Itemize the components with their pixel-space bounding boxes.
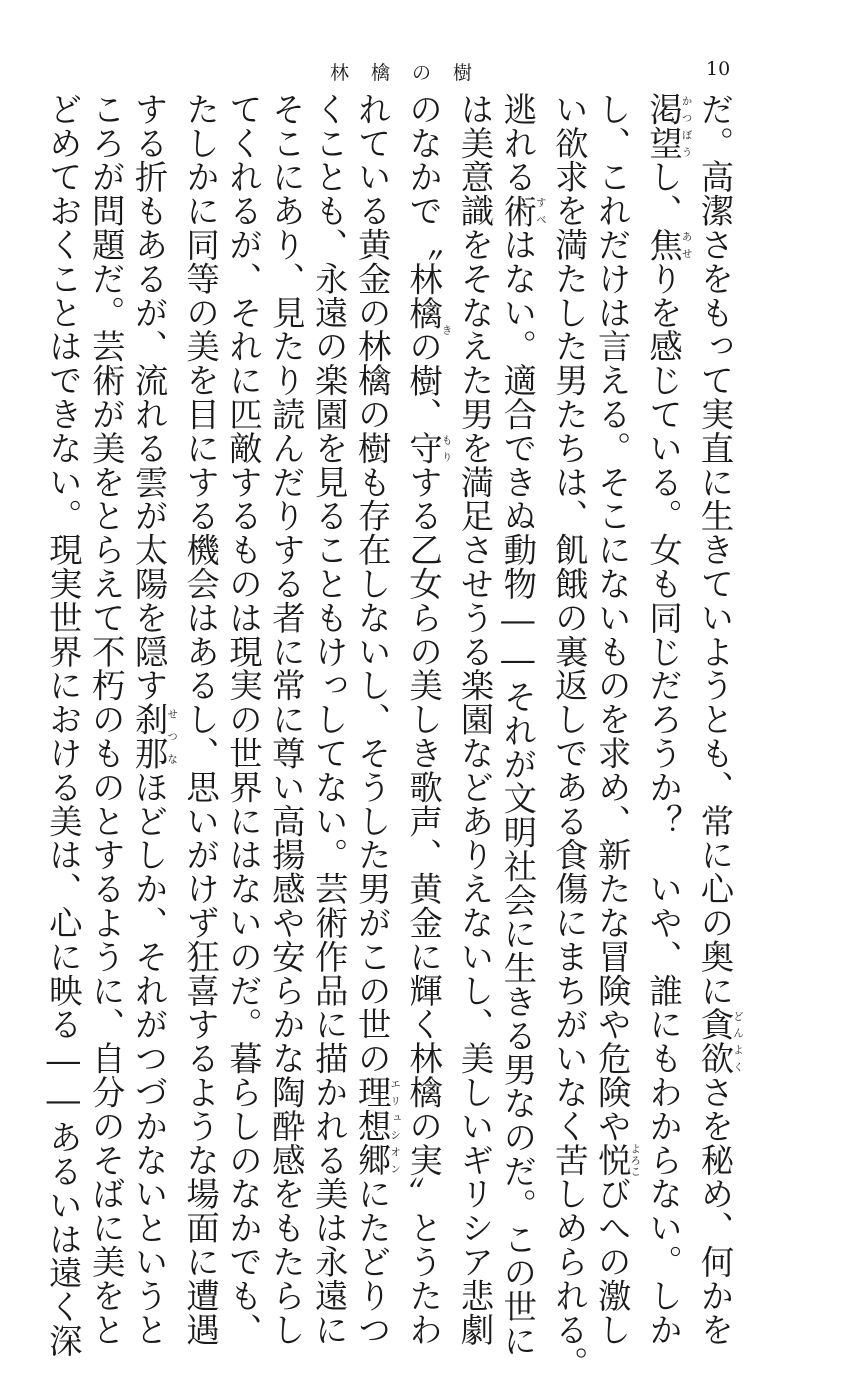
ruby-base: 焦 (644, 227, 684, 262)
ruby-annotation (404, 261, 453, 398)
text-segment: くことも、永遠の楽園を見ることもけっしてない。芸術作品に描かれる美は永遠に (309, 92, 349, 1347)
page-number: 10 (706, 58, 731, 80)
text-line (307, 92, 350, 1347)
text-line (641, 92, 693, 1347)
ruby-base: 悦 (592, 1142, 632, 1177)
ruby-reading: き (440, 261, 453, 398)
ruby-annotation (498, 193, 547, 228)
ruby-reading: あせ (680, 227, 693, 262)
text-line (84, 92, 127, 1347)
text-line (453, 92, 496, 1347)
ruby-annotation (404, 431, 453, 465)
text-segment: する折もあるが、流れる雲が太陽を隠す (129, 92, 169, 703)
ruby-base: 貪欲 (695, 1007, 735, 1076)
ruby-reading: エリュシオン (389, 1075, 402, 1177)
ruby-base: 守 (404, 431, 444, 465)
text-line (693, 92, 744, 1347)
ruby-reading: よろこ (629, 1142, 642, 1177)
text-segment: 、 (404, 397, 444, 432)
text-line (221, 92, 264, 1347)
text-segment: りを感じている。女も同じだろうか？ いや、誰にもわからない。しか (644, 261, 684, 1347)
text-segment: れている黄金の林檎の樹も存在しないし、そうした男がこの世の (352, 92, 392, 1076)
text-line (401, 92, 453, 1347)
text-segment: 逃れる (498, 92, 538, 194)
ruby-base: 渇望 (644, 92, 684, 160)
ruby-annotation (695, 1007, 744, 1076)
ruby-base: 術 (498, 193, 538, 228)
ruby-reading: かつぼう (680, 92, 693, 160)
text-segment: し、これだけは言える。そこにないものを求め、新たな冒険や危険や (592, 92, 632, 1143)
ruby-base: 刹那 (129, 702, 169, 771)
body-text-column (43, 92, 744, 1380)
text-line (127, 92, 179, 1347)
ruby-reading: どんよく (732, 1007, 744, 1076)
ruby-reading: せつな (166, 702, 179, 771)
text-line (41, 92, 84, 1358)
text-segment: さを秘め、何かを (695, 1075, 735, 1347)
ruby-annotation (644, 227, 693, 262)
text-segment: そこにあり、見たり読んだりする者に常に尊い高揚感や安らかな陶酔感をもたらし (266, 92, 306, 1347)
ruby-annotation (592, 1142, 642, 1177)
text-segment: し、 (644, 159, 684, 228)
text-segment: びへの激し (592, 1176, 632, 1347)
text-segment: ほどしか、それがつづかないというと (129, 770, 169, 1347)
text-segment: ころが問題だ。芸術が美をとらえて不朽のものとするように、自分のそばに美をと (86, 92, 126, 1347)
text-segment: どめておくことはできない。現実世界における美は、心に映る――あるいは遠く深 (43, 92, 83, 1358)
ruby-base: 理想郷 (352, 1075, 392, 1177)
text-segment: のなかで〝 (404, 92, 444, 262)
ruby-reading: もり (440, 431, 453, 465)
text-line (350, 92, 402, 1347)
ruby-base: 林檎の樹 (404, 261, 444, 398)
text-line (495, 92, 547, 1358)
text-segment: だ。高潔さをもって実直に生きていようとも、常に心の奥に (695, 92, 735, 1008)
ruby-annotation (352, 1075, 402, 1177)
text-segment: てくれるが、それに匹敵するものは現実の世界にはないのだ。暮らしのなかでも、 (223, 92, 263, 1347)
text-segment: は美意識をそなえた男を満足させうる楽園などありえないし、美しいギリシア悲劇 (455, 92, 495, 1347)
text-segment: する乙女らの美しき歌声、黄金に輝く林檎の実〟とうたわ (404, 464, 444, 1347)
text-line (178, 92, 221, 1347)
text-line (264, 92, 307, 1347)
text-line (590, 92, 642, 1347)
text-segment: い欲求を満たした男たちは、飢餓の裏返しである食傷にまちがいなく苦しめられる。 (549, 92, 589, 1380)
text-segment: にたどりつ (352, 1176, 392, 1347)
ruby-annotation (129, 702, 179, 771)
ruby-annotation (644, 92, 693, 160)
text-segment: たしかに同等の美を目にする機会はあるし、思いがけず狂喜するような場面に遭遇 (181, 92, 221, 1347)
ruby-reading: すべ (534, 193, 547, 228)
running-head-title: 林檎の樹 (330, 62, 495, 84)
text-line (547, 92, 590, 1380)
text-segment: はない。適合できぬ動物――それが文明社会に生きる男なのだ。この世に (498, 227, 538, 1358)
